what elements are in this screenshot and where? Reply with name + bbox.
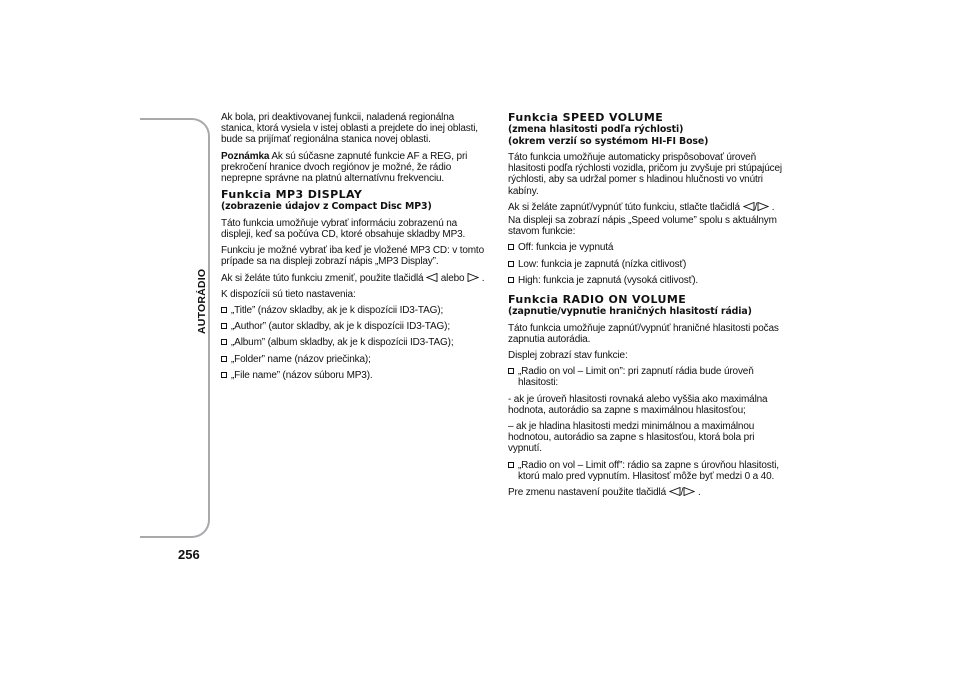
list-item bbox=[508, 242, 783, 253]
checkbox-bullet-icon bbox=[508, 462, 514, 468]
mp3-p3-text-c: . bbox=[479, 272, 485, 284]
radio-p5-text-c: . bbox=[695, 486, 701, 498]
speed-p2-text-a: Ak si želáte zapnúť/vypnúť túto funkciu, stlačte tlačidlá bbox=[508, 201, 740, 213]
note-paragraph bbox=[221, 151, 489, 185]
checkbox-bullet-icon bbox=[221, 372, 227, 378]
list-item bbox=[508, 366, 783, 388]
arrow-left-icon bbox=[669, 487, 681, 496]
radio-paragraph-3: - ak je úroveň hlasitosti rovnaká alebo vyššia ako maximálna hodnota, autorádio sa zapne s maximálnou hlasitosťou; bbox=[508, 393, 768, 416]
radio-paragraph-4: – ak je hladina hlasitosti medzi minimálnou a maximálnou hodnotou, autorádio sa zapne s hlasitosťou, ktorá bola pri vypnutí. bbox=[508, 420, 755, 455]
speed-subheading-1: (zmena hlasitosti podľa rýchlosti) bbox=[508, 124, 684, 135]
speed-subheading-2: (okrem verzií so systémom HI-FI Bose) bbox=[508, 135, 709, 147]
speed-paragraph-2 bbox=[508, 202, 783, 213]
checkbox-bullet-icon bbox=[508, 368, 514, 374]
section-title: AUTORÁDIO bbox=[196, 268, 208, 334]
list-item bbox=[508, 275, 783, 286]
mp3-p3-text-a: Ak si želáte túto funkciu zmeniť, použite tlačidlá bbox=[221, 272, 424, 284]
mp3-paragraph-4: K dispozícii sú tieto nastavenia: bbox=[221, 288, 356, 300]
list-item bbox=[221, 305, 489, 316]
arrow-right-icon bbox=[754, 201, 769, 213]
radio-heading: Funkcia RADIO ON VOLUME bbox=[508, 293, 687, 307]
mp3-paragraph-3 bbox=[221, 273, 489, 284]
list-item-text: „Folder” name (názov priečinka); bbox=[231, 353, 371, 365]
mp3-heading: Funkcia MP3 DISPLAY bbox=[221, 188, 363, 202]
radio-subheading: (zapnutie/vypnutie hraničných hlasitostí rádia) bbox=[508, 306, 752, 318]
checkbox-bullet-icon bbox=[508, 244, 514, 250]
checkbox-bullet-icon bbox=[221, 339, 227, 345]
mp3-subheading: (zobrazenie údajov z Compact Disc MP3) bbox=[221, 201, 432, 213]
arrow-right-icon bbox=[467, 273, 479, 282]
mp3-paragraph-1: Táto funkcia umožňuje vybrať informáciu zobrazenú na displeji, keď sa počúva CD, ktoré obsahuje skladby MP3. bbox=[221, 217, 466, 240]
speed-heading: Funkcia SPEED VOLUME bbox=[508, 111, 664, 124]
list-item-text: „Title” (názov skladby, ak je k dispozícii ID3-TAG); bbox=[231, 304, 444, 316]
checkbox-bullet-icon bbox=[221, 307, 227, 313]
speed-p2-text-c: . bbox=[769, 201, 775, 213]
checkbox-bullet-icon bbox=[508, 261, 514, 267]
mp3-p3-text-b: alebo bbox=[438, 272, 468, 284]
list-item-text: „Album” (album skladby, ak je k dispozícii ID3-TAG); bbox=[231, 337, 454, 349]
arrow-right-icon bbox=[680, 486, 695, 498]
arrow-left-icon bbox=[426, 273, 438, 282]
list-item-text: Off: funkcia je vypnutá bbox=[518, 242, 614, 254]
radio-p5-separator: / bbox=[680, 486, 684, 498]
checkbox-bullet-icon bbox=[221, 323, 227, 329]
intro-paragraph: Ak bola, pri deaktivovanej funkcii, naladená regionálna stanica, ktorá vysiela v istej oblasti a prejdete do inej oblasti, bude sa prijímať regionálna stanica novej oblasti. bbox=[221, 112, 478, 146]
list-item bbox=[221, 337, 489, 348]
list-item-text: „Radio on vol – Limit off”: rádio sa zapne s úrovňou hlasitosti, ktorú malo pred vypnutím. Hlasitosť môže byť medzi 0 a 40. bbox=[518, 459, 779, 482]
checkbox-bullet-icon bbox=[508, 277, 514, 283]
radio-paragraph-2: Displej zobrazí stav funkcie: bbox=[508, 349, 628, 361]
radio-paragraph-1: Táto funkcia umožňuje zapnúť/vypnúť hraničné hlasitosti počas zapnutia autorádia. bbox=[508, 322, 779, 345]
list-item bbox=[221, 354, 489, 365]
list-item bbox=[508, 259, 783, 270]
speed-paragraph-1: Táto funkcia umožňuje automaticky prispôsobovať úroveň hlasitosti podľa rýchlosti vozidla, pričom ju zvyšuje pri stúpajúcej rýchlosti, aby sa udržal pomer s hladinou hlučnosti vo vnútri kabíny. bbox=[508, 152, 782, 197]
radio-heading-block bbox=[508, 294, 783, 318]
arrow-left-icon bbox=[743, 202, 755, 211]
left-column bbox=[221, 112, 489, 386]
radio-paragraph-5 bbox=[508, 487, 783, 498]
list-item-text: High: funkcia je zapnutá (vysoká citlivosť). bbox=[518, 274, 699, 286]
page-number: 256 bbox=[178, 547, 200, 562]
mp3-heading-block bbox=[221, 189, 489, 213]
list-item-text: „File name” (názov súboru MP3). bbox=[231, 369, 373, 381]
right-column bbox=[508, 112, 783, 503]
note-label: Poznámka bbox=[221, 150, 270, 162]
speed-paragraph-3: Na displeji sa zobrazí nápis „Speed volume” spolu s aktuálnym stavom funkcie: bbox=[508, 215, 777, 238]
note-text: Ak sú súčasne zapnuté funkcie AF a REG, pri prekročení hranice dvoch regiónov je možné, že rádio neprepne správne na platnú alternatívnu frekvenciu. bbox=[221, 150, 468, 185]
speed-p2-separator: / bbox=[754, 201, 758, 213]
list-item-text: Low: funkcia je zapnutá (nízka citlivosť) bbox=[518, 258, 687, 270]
list-item bbox=[508, 460, 783, 482]
checkbox-bullet-icon bbox=[221, 356, 227, 362]
list-item bbox=[221, 321, 489, 332]
speed-heading-block bbox=[508, 112, 783, 147]
list-item-text: „Author” (autor skladby, ak je k dispozícii ID3-TAG); bbox=[231, 321, 450, 333]
mp3-paragraph-2: Funkciu je možné vybrať iba keď je vložené MP3 CD: v tomto prípade sa na displeji zobrazí nápis „MP3 Display”. bbox=[221, 245, 484, 268]
list-item-text: „Radio on vol – Limit on”: pri zapnutí rádia bude úroveň hlasitosti: bbox=[518, 366, 754, 389]
radio-p5-text-a: Pre zmenu nastavení použite tlačidlá bbox=[508, 486, 667, 498]
list-item bbox=[221, 370, 489, 381]
